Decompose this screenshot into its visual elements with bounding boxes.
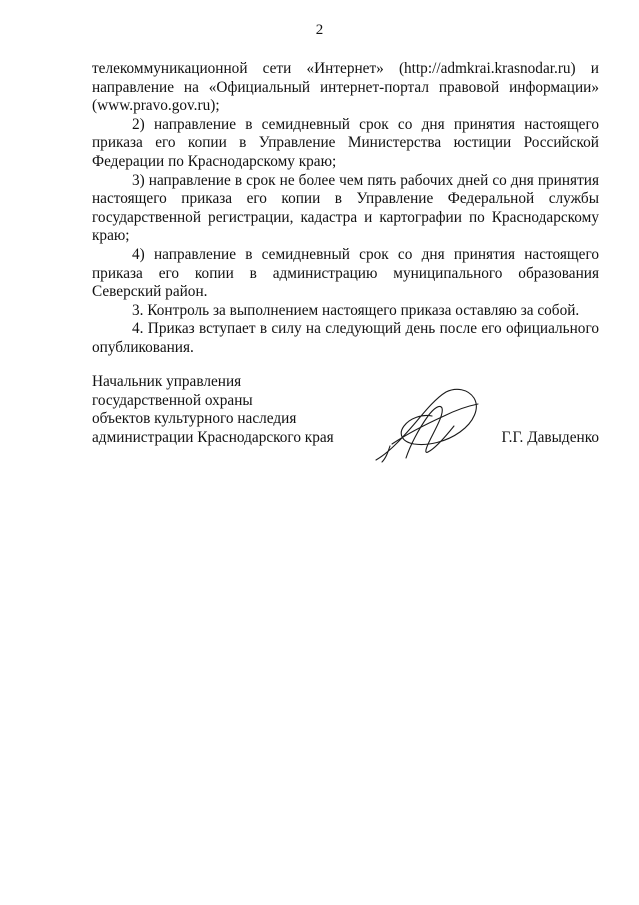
handwritten-signature bbox=[370, 386, 482, 464]
signatory-position bbox=[92, 373, 352, 447]
document-body bbox=[92, 60, 599, 358]
position-line: объектов культурного наследия bbox=[92, 410, 297, 428]
paragraph-item-2: 2) направление в семидневный срок со дня принятия настоящего приказа его копии в Управление Министерства юстиции Российской Федерации по Краснодарскому краю; bbox=[92, 115, 599, 170]
page-number: 2 bbox=[315, 22, 324, 38]
paragraph-clause-3-control: 3. Контроль за выполнением настоящего приказа оставляю за собой. bbox=[132, 301, 580, 319]
position-line: Начальник управления bbox=[92, 373, 242, 390]
paragraph-publication-continued: телекоммуникационной сети «Интернет» (http://admkrai.krasnodar.ru) и направление на «Официальный интернет-портал правовой информации» (www.pravo.gov.ru); bbox=[92, 60, 599, 115]
position-line: администрации Краснодарского края bbox=[92, 428, 334, 446]
paragraph-clause-4-effective: 4. Приказ вступает в силу на следующий день после его официального опубликования. bbox=[92, 320, 599, 356]
paragraph-item-3: 3) направление в срок не более чем пять рабочих дней со дня принятия настоящего приказа его копии в Управление Федеральной службы государственной регистрации, кадастра и картографии по Краснодарскому краю; bbox=[92, 171, 599, 245]
signer-name: Г.Г. Давыденко bbox=[501, 429, 599, 446]
position-line: государственной охраны bbox=[92, 391, 253, 409]
paragraph-item-4: 4) направление в семидневный срок со дня принятия настоящего приказа его копии в администрацию муниципального образования Северский район. bbox=[92, 245, 599, 301]
